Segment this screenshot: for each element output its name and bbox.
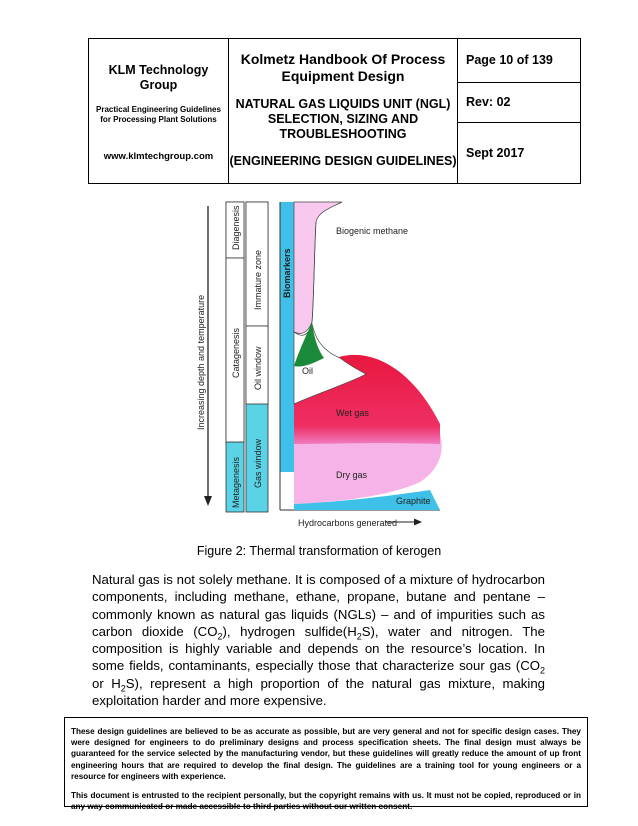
disclaimer-text: These design guidelines are believed to be as accurate as possible, but are very general and not for specific design cases. They were designed for engineers to do preliminary designs and process specification sheets. The final design must always be guaranteed for the service selected by the manufacturing vendor, but these guidelines will greatly reduce the amount of up front engineering hours that are required to develop the final design. The guidelines are a training tool for young engineers or a resource for engineers with experience.	[71, 727, 581, 781]
zone-oil-window: Oil window	[253, 346, 263, 390]
org-website: www.klmtechgroup.com	[103, 151, 214, 162]
guideline-type: (ENGINEERING DESIGN GUIDELINES)	[229, 154, 457, 168]
stage-catagenesis: Catagenesis	[231, 327, 241, 378]
footer-disclaimer-box	[64, 717, 588, 812]
para-text-3: S), water and nitrogen. The composition is highly variable and depends on the resource’s location. In some fields, contaminants, especially those that characterize sour gas (CO	[92, 623, 545, 674]
para-text-4: or H	[92, 675, 121, 691]
x-axis-label: Hydrocarbons generated	[298, 518, 398, 528]
h2s-subscript: 2	[356, 631, 362, 642]
handbook-title: Kolmetz Handbook Of Process Equipment Design	[240, 51, 446, 84]
zone-gas-window: Gas window	[253, 438, 263, 488]
header-org-column	[89, 39, 229, 183]
label-biogenic: Biogenic methane	[336, 226, 409, 236]
stage-diagenesis: Diagenesis	[231, 205, 241, 250]
h2s-subscript-2: 2	[120, 683, 126, 694]
header-title-column	[229, 39, 458, 183]
label-wet-gas: Wet gas	[336, 408, 369, 418]
copyright-text: This document is entrusted to the recipient personally, but the copyright remains with us. It must not be copied, reproduced or in any way communicated or made accessible to third parties without our written consent.	[71, 791, 581, 812]
body-paragraph	[92, 571, 545, 709]
document-header	[88, 38, 581, 184]
header-meta-column	[458, 39, 580, 183]
issue-date: Sept 2017	[466, 146, 525, 160]
y-axis-label: Increasing depth and temperature	[196, 294, 206, 430]
kerogen-figure	[190, 198, 454, 534]
stage-metagenesis: Metagenesis	[231, 456, 241, 508]
co2-subscript: 2	[217, 631, 223, 642]
para-text-2: ), hydrogen sulfide(H	[222, 623, 357, 639]
label-dry-gas: Dry gas	[336, 470, 368, 480]
label-oil: Oil	[302, 366, 313, 376]
page-number: Page 10 of 139	[458, 39, 580, 83]
unit-title: NATURAL GAS LIQUIDS UNIT (NGL) SELECTION, SIZING AND TROUBLESHOOTING	[235, 97, 451, 141]
org-name: KLM Technology Group	[108, 63, 209, 92]
zone-immature: Immature zone	[253, 249, 263, 310]
figure-caption: Figure 2: Thermal transformation of kerogen	[196, 544, 442, 558]
biogenic-region	[294, 202, 342, 334]
org-tagline: Practical Engineering Guidelines for Processing Plant Solutions	[96, 105, 221, 124]
revision: Rev: 02	[458, 83, 580, 123]
para-text-5: S), represent a high proportion of the natural gas mixture, making exploitation harder and more expensive.	[92, 675, 545, 709]
co2-subscript-2: 2	[539, 666, 545, 677]
para-text-1: Natural gas is not solely methane. It is composed of a mixture of hydrocarbon components, including methane, ethane, propane, butane and pentane – commonly known as natural gas liquids (NGLs) – and of impurities such as carbon dioxide (CO	[92, 572, 545, 639]
biomarkers-band	[280, 202, 294, 472]
label-graphite: Graphite	[396, 496, 431, 506]
biomarkers-label: Biomarkers	[282, 248, 292, 298]
